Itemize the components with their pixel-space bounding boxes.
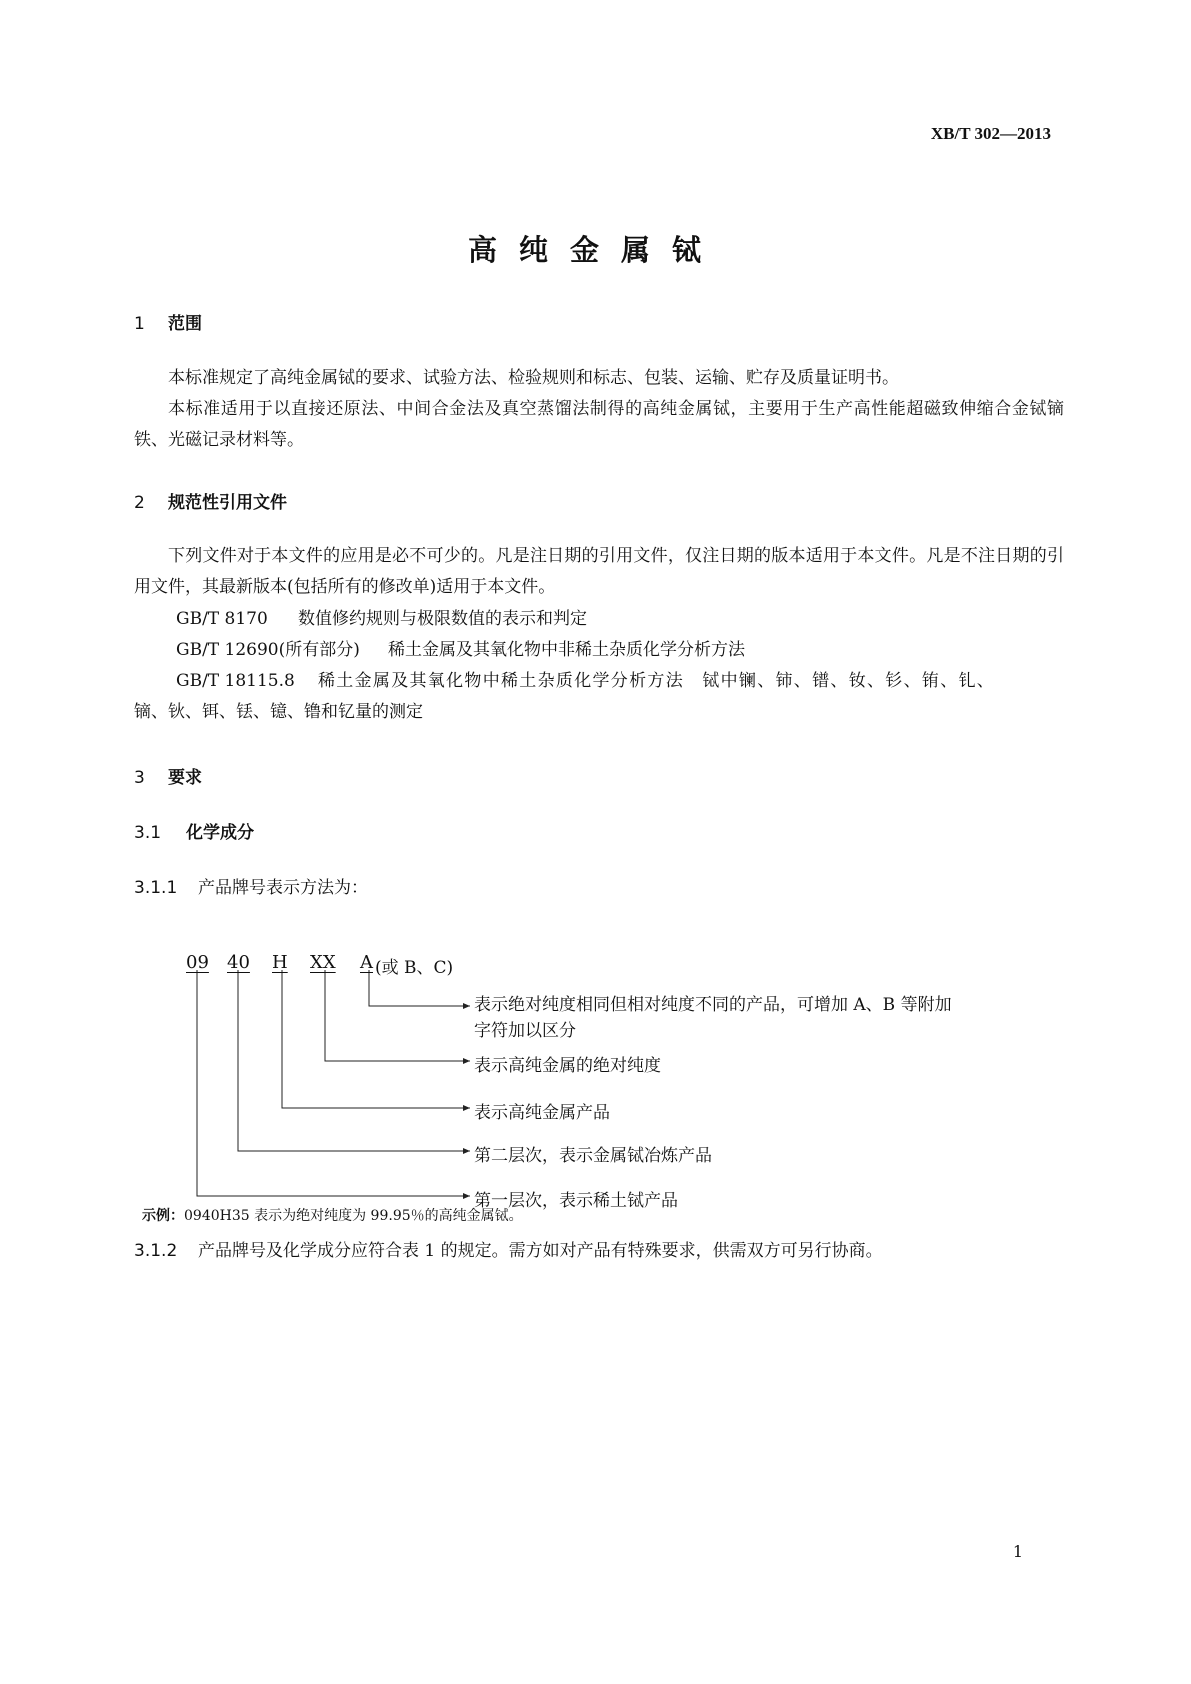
section-3-1-title: 化学成分 xyxy=(186,823,254,843)
section-2-number: 2 xyxy=(134,493,145,513)
section-3-1-2-number: 3.1.2 xyxy=(134,1241,178,1261)
code-part-a: A xyxy=(360,952,373,973)
leader-line-xx xyxy=(325,970,470,1061)
section-3-title: 要求 xyxy=(168,768,202,788)
section-2-title: 规范性引用文件 xyxy=(168,493,287,513)
reference-code: GB/T 12690(所有部分) xyxy=(176,640,360,660)
code-suffix: (或 B、C) xyxy=(375,958,454,978)
code-part-xx: XX xyxy=(310,952,336,973)
section-1-paragraph-1: 本标准规定了高纯金属铽的要求、试验方法、检验规则和标志、包装、运输、贮存及质量证明书。 xyxy=(168,368,899,388)
reference-title: 数值修约规则与极限数值的表示和判定 xyxy=(298,609,587,629)
example-label: 示例： xyxy=(142,1208,184,1224)
standard-code: XB/T 302—2013 xyxy=(930,124,1051,143)
label-second-level: 第二层次，表示金属铽冶炼产品 xyxy=(474,1146,712,1166)
document-title: 高纯金属铽 xyxy=(467,233,723,267)
page-number: 1 xyxy=(1012,1542,1023,1561)
section-1-number: 1 xyxy=(134,314,145,334)
section-3-1-2-text: 产品牌号及化学成分应符合表 1 的规定。需方如对产品有特殊要求，供需双方可另行协商。 xyxy=(198,1241,883,1261)
section-3-1-2 xyxy=(134,1236,883,1261)
label-relative-purity-cont: 字符加以区分 xyxy=(474,1021,576,1041)
section-2-intro: 下列文件对于本文件的应用是必不可少的。凡是注日期的引用文件，仅注日期的版本适用于本文件。凡是不注日期的引用文件，其最新版本(包括所有的修改单)适用于本文件。 xyxy=(134,546,1064,597)
section-3-1-1-number: 3.1.1 xyxy=(134,878,178,898)
label-relative-purity: 表示绝对纯度相同但相对纯度不同的产品，可增加 A、B 等附加 xyxy=(474,995,952,1015)
label-absolute-purity: 表示高纯金属的绝对纯度 xyxy=(474,1056,661,1076)
code-part-40: 40 xyxy=(227,952,250,973)
section-3-1-number: 3.1 xyxy=(134,823,162,843)
code-part-h: H xyxy=(272,952,288,973)
section-1-paragraph-2: 本标准适用于以直接还原法、中间合金法及真空蒸馏法制得的高纯金属铽，主要用于生产高性能超磁致伸缩合金铽镝铁、光磁记录材料等。 xyxy=(134,399,1064,450)
reference-code: GB/T 8170 xyxy=(176,609,268,629)
section-3-1-1-text: 产品牌号表示方法为： xyxy=(198,878,368,898)
reference-title: 稀土金属及其氧化物中非稀土杂质化学分析方法 xyxy=(388,640,745,660)
reference-title: 稀土金属及其氧化物中稀土杂质化学分析方法 铽中镧、铈、镨、钕、钐、铕、钆、 xyxy=(318,671,996,691)
label-first-level: 第一层次，表示稀土铽产品 xyxy=(474,1191,678,1211)
example-text: 0940H35 表示为绝对纯度为 99.95％的高纯金属铽。 xyxy=(184,1208,523,1224)
section-3-number: 3 xyxy=(134,768,145,788)
label-high-purity-product: 表示高纯金属产品 xyxy=(474,1103,610,1123)
reference-code: GB/T 18115.8 xyxy=(176,671,295,691)
example-note xyxy=(142,1205,523,1225)
reference-title-continued: 镝、钬、铒、铥、镱、镥和钇量的测定 xyxy=(134,702,423,722)
section-1-title: 范围 xyxy=(168,314,202,334)
leader-line-h xyxy=(282,970,470,1108)
code-part-09: 09 xyxy=(186,952,209,973)
